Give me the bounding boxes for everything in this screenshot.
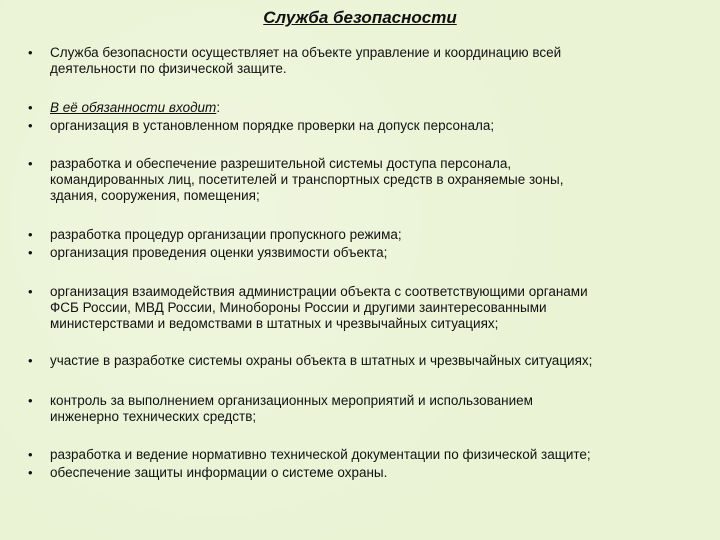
list-item-line: организация взаимодействия администрации объекта с соответствующими органами bbox=[50, 284, 588, 299]
list-item-line: разработка процедур организации пропускного режима; bbox=[50, 227, 402, 242]
bullet-icon: • bbox=[28, 227, 33, 242]
list-item bbox=[50, 284, 700, 332]
list-item-line: деятельности по физической защите. bbox=[50, 61, 287, 76]
list-item bbox=[50, 118, 700, 134]
bullet-icon: • bbox=[28, 284, 33, 299]
list-intro-colon: : bbox=[216, 100, 221, 115]
bullet-icon: • bbox=[28, 45, 33, 60]
list-item bbox=[50, 447, 700, 463]
bullet-icon: • bbox=[28, 245, 33, 260]
bullet-icon: • bbox=[28, 156, 33, 171]
page-title: Служба безопасности bbox=[263, 8, 457, 27]
list-item bbox=[50, 465, 700, 481]
list-item-line: организация в установленном порядке проверки на допуск персонала; bbox=[50, 118, 495, 133]
list-item-line: обеспечение защиты информации о системе охраны. bbox=[50, 465, 388, 480]
bullet-icon: • bbox=[28, 447, 33, 462]
list-item-line: здания, сооружения, помещения; bbox=[50, 188, 260, 203]
bullet-icon: • bbox=[28, 118, 33, 133]
list-intro-label: В её обязанности входит bbox=[50, 100, 217, 115]
list-item-line: разработка и обеспечение разрешительной системы доступа персонала, bbox=[50, 156, 512, 171]
bullet-icon: • bbox=[28, 393, 33, 408]
list-item bbox=[50, 393, 700, 425]
bullet-icon: • bbox=[28, 465, 33, 480]
list-item-line: контроль за выполнением организационных мероприятий и использованием bbox=[50, 393, 533, 408]
bullet-icon: • bbox=[28, 100, 33, 115]
list-item-line: инженерно технических средств; bbox=[50, 409, 257, 424]
list-item-line: командированных лиц, посетителей и транспортных средств в охраняемые зоны, bbox=[50, 172, 564, 187]
list-item-line: разработка и ведение нормативно технической документации по физической защите; bbox=[50, 447, 591, 462]
list-item bbox=[50, 156, 700, 204]
list-item-line: министерствами и ведомствами в штатных и чрезвычайных ситуациях; bbox=[50, 316, 499, 331]
list-item-line: ФСБ России, МВД России, Минобороны России и другими заинтересованными bbox=[50, 300, 547, 315]
list-item-line: организация проведения оценки уязвимости объекта; bbox=[50, 245, 388, 260]
list-item bbox=[50, 45, 700, 77]
list-item bbox=[50, 227, 700, 243]
list-item-line: участие в разработке системы охраны объекта в штатных и чрезвычайных ситуациях; bbox=[50, 353, 593, 368]
list-intro bbox=[50, 100, 700, 116]
list-item-line: Служба безопасности осуществляет на объекте управление и координацию всей bbox=[50, 45, 562, 60]
bullet-icon: • bbox=[28, 353, 33, 368]
list-item bbox=[50, 245, 700, 261]
list-item bbox=[50, 353, 700, 369]
